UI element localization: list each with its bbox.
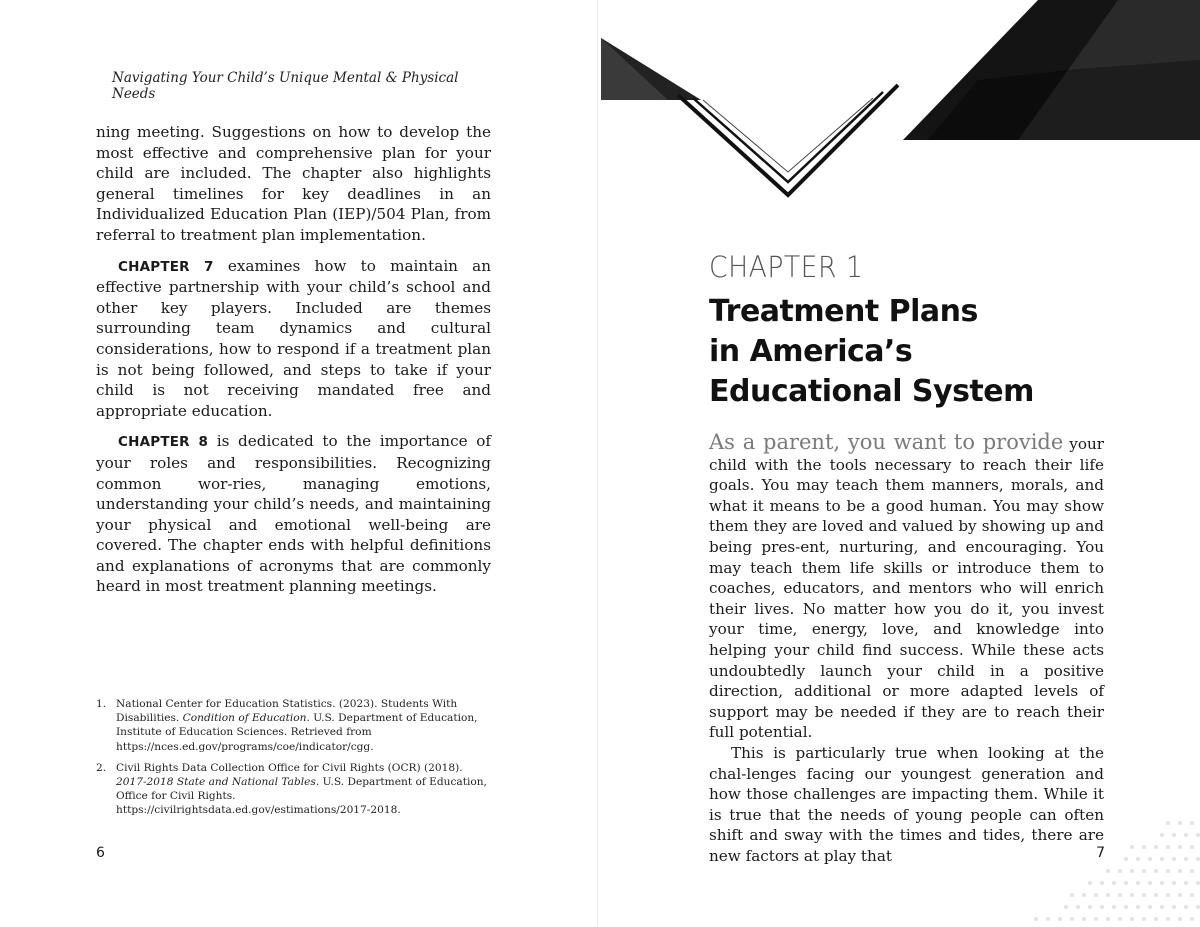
footnote-text-pre: National Center for Education Statistics. (2023). Students With Disabilities.: [116, 698, 458, 725]
pattern-dot: [1166, 821, 1170, 825]
pattern-dot: [1100, 905, 1104, 909]
pattern-dot: [1118, 917, 1122, 921]
chapter-title: [709, 292, 1149, 412]
pattern-dot: [1178, 845, 1182, 849]
pattern-dot: [1130, 845, 1134, 849]
pattern-dot: [1154, 893, 1158, 897]
chapter-8-text: is dedicated to the importance of your roles and responsibilities. Recognizing common wor-ries, managing emotions, understanding your child’s needs, and maintaining your physical and emotional well-being are covered. The chapter ends with helpful definitions and explanations of acronyms that are commonly heard in most treatment planning meetings.: [96, 432, 491, 596]
opening-paragraph-text: your child with the tools necessary to reach their life goals. You may teach them manners, morals, and what it means to be a good human. You may show them they are loved and valued by showing up and being pres-ent, nurturing, and encouraging. You may teach them life skills or introduce them to coaches, educators, and mentors who will enrich their lives. No matter how you do it, you invest your time, energy, love, and knowledge into helping your child find success. While these acts undoubtedly launch your child in a positive direction, additional or more adapted levels of support may be needed if they are to reach their full potential.: [709, 435, 1105, 742]
pattern-dot: [1172, 905, 1176, 909]
footnote-text-italic: 2017-2018 State and National Tables: [116, 776, 316, 789]
pattern-dot: [1172, 881, 1176, 885]
pattern-dot: [1106, 917, 1110, 921]
left-page: [0, 0, 598, 927]
pattern-dot: [1064, 905, 1068, 909]
pattern-dot: [1178, 821, 1182, 825]
pattern-dot: [1106, 869, 1110, 873]
pattern-dot: [1100, 881, 1104, 885]
pattern-dot: [1124, 857, 1128, 861]
second-paragraph: This is particularly true when looking at the chal-lenges facing our youngest generation and how those challenges are impacting them. While it is true that the needs of young people can often shift and sway with the times and tides, there are new factors at play that: [709, 743, 1104, 865]
pattern-dot: [1166, 869, 1170, 873]
pattern-dot: [1190, 893, 1194, 897]
left-body-text: [96, 122, 491, 607]
pattern-dot: [1136, 881, 1140, 885]
pattern-dot: [1184, 857, 1188, 861]
pattern-dot: [1124, 905, 1128, 909]
pattern-dot: [1130, 893, 1134, 897]
pattern-dot: [1148, 905, 1152, 909]
pattern-dot: [1118, 893, 1122, 897]
footnote-text: [116, 761, 491, 818]
chapter-title-line-3: Educational System: [709, 374, 1034, 409]
pattern-dot: [1070, 893, 1074, 897]
footnote-text-italic: Condition of Education: [182, 712, 307, 725]
chapter-title-line-1: Treatment Plans: [709, 294, 978, 329]
opening-paragraph: [709, 432, 1104, 743]
paragraph-continued: ning meeting. Suggestions on how to develop the most effective and comprehensive plan for your child are included. The chapter also highlights general timelines for key deadlines in an Individualized Education Plan (IEP)/504 Plan, from referral to treatment plan implementation.: [96, 123, 491, 244]
pattern-dot: [1196, 881, 1200, 885]
chapter-label: CHAPTER 1: [709, 250, 864, 284]
footnote-text-post: . U.S. Department of Education, Institute of Education Sciences. Retrieved from https://nces.ed.gov/programs/coe/indicator/cgg.: [116, 712, 478, 753]
page-number-left: 6: [96, 845, 105, 861]
footnote-text: [116, 697, 491, 754]
pattern-dot: [1160, 881, 1164, 885]
footnote-text-post: . U.S. Department of Education, Office for Civil Rights. https://civilrightsdata.ed.gov/estimations/2017-2018.: [116, 776, 487, 817]
pattern-dot: [1148, 857, 1152, 861]
pattern-dot: [1184, 833, 1188, 837]
pattern-dot: [1136, 905, 1140, 909]
pattern-dot: [1154, 917, 1158, 921]
pattern-dot: [1196, 833, 1200, 837]
pattern-dot: [1112, 881, 1116, 885]
pattern-dot: [1196, 905, 1200, 909]
pattern-dot: [1160, 833, 1164, 837]
chapter-7-label: CHAPTER 7: [118, 258, 214, 275]
pattern-dot: [1094, 893, 1098, 897]
pattern-dot: [1184, 881, 1188, 885]
pattern-dot: [1070, 917, 1074, 921]
pattern-dot: [1082, 893, 1086, 897]
pattern-dot: [1178, 893, 1182, 897]
chapter-title-line-2: in America’s: [709, 334, 913, 369]
pattern-dot: [1184, 905, 1188, 909]
pattern-dot: [1034, 917, 1038, 921]
pattern-dot: [1046, 917, 1050, 921]
chapter-8-label: CHAPTER 8: [118, 434, 209, 451]
pattern-dot: [1142, 917, 1146, 921]
footnote-1: [96, 697, 491, 754]
pattern-dot: [1088, 905, 1092, 909]
pattern-dot: [1160, 905, 1164, 909]
pattern-dot: [1190, 917, 1194, 921]
pattern-dot: [1058, 917, 1062, 921]
pattern-dot: [1088, 881, 1092, 885]
footnote-2: [96, 761, 491, 818]
pattern-dot: [1076, 905, 1080, 909]
paragraph-chapter-8: [96, 431, 491, 597]
pattern-dot: [1136, 857, 1140, 861]
pattern-dot: [1106, 893, 1110, 897]
right-page: [598, 0, 1200, 927]
pattern-dot: [1172, 833, 1176, 837]
pattern-dot: [1190, 821, 1194, 825]
chapter-7-text: examines how to maintain an effective partnership with your child’s school and other key players. Included are themes surrounding team dynamics and cultural considerations, how to respond if a treatment plan is not being followed, and steps to take if your child is not receiving mandated free and appropriate education.: [96, 256, 491, 420]
pattern-dot: [1178, 917, 1182, 921]
lead-in-text: As a parent, you want to provide: [709, 430, 1064, 454]
pattern-dot: [1166, 917, 1170, 921]
pattern-dot: [1118, 869, 1122, 873]
pattern-dot: [1142, 893, 1146, 897]
pattern-dot: [1166, 893, 1170, 897]
paragraph-chapter-7: [96, 256, 491, 422]
pattern-dot: [1112, 905, 1116, 909]
pattern-dot: [1160, 857, 1164, 861]
dot-pattern-decoration: [1030, 817, 1200, 927]
pattern-dot: [1142, 845, 1146, 849]
chevron-outer: [678, 85, 898, 195]
pattern-dot: [1172, 857, 1176, 861]
pattern-dot: [1130, 869, 1134, 873]
footnote-number: 1.: [96, 698, 107, 710]
pattern-dot: [1166, 845, 1170, 849]
pattern-dot: [1124, 881, 1128, 885]
pattern-dot: [1190, 869, 1194, 873]
pattern-dot: [1130, 917, 1134, 921]
right-body-text: [709, 432, 1104, 866]
pattern-dot: [1094, 917, 1098, 921]
page-number-right: 7: [1096, 845, 1105, 861]
pattern-dot: [1178, 869, 1182, 873]
footnote-number: 2.: [96, 761, 107, 774]
pattern-dot: [1142, 869, 1146, 873]
footnote-text-pre: Civil Rights Data Collection Office for Civil Rights (OCR) (2018).: [116, 761, 463, 774]
pattern-dot: [1154, 869, 1158, 873]
pattern-dot: [1148, 881, 1152, 885]
pattern-dot: [1154, 845, 1158, 849]
chapter-header-decoration: [598, 0, 1200, 240]
pattern-dot: [1082, 917, 1086, 921]
footnotes: [96, 697, 491, 825]
pattern-dot: [1190, 845, 1194, 849]
pattern-dot: [1196, 857, 1200, 861]
running-head: Navigating Your Child’s Unique Mental & Physical Needs: [112, 70, 459, 102]
